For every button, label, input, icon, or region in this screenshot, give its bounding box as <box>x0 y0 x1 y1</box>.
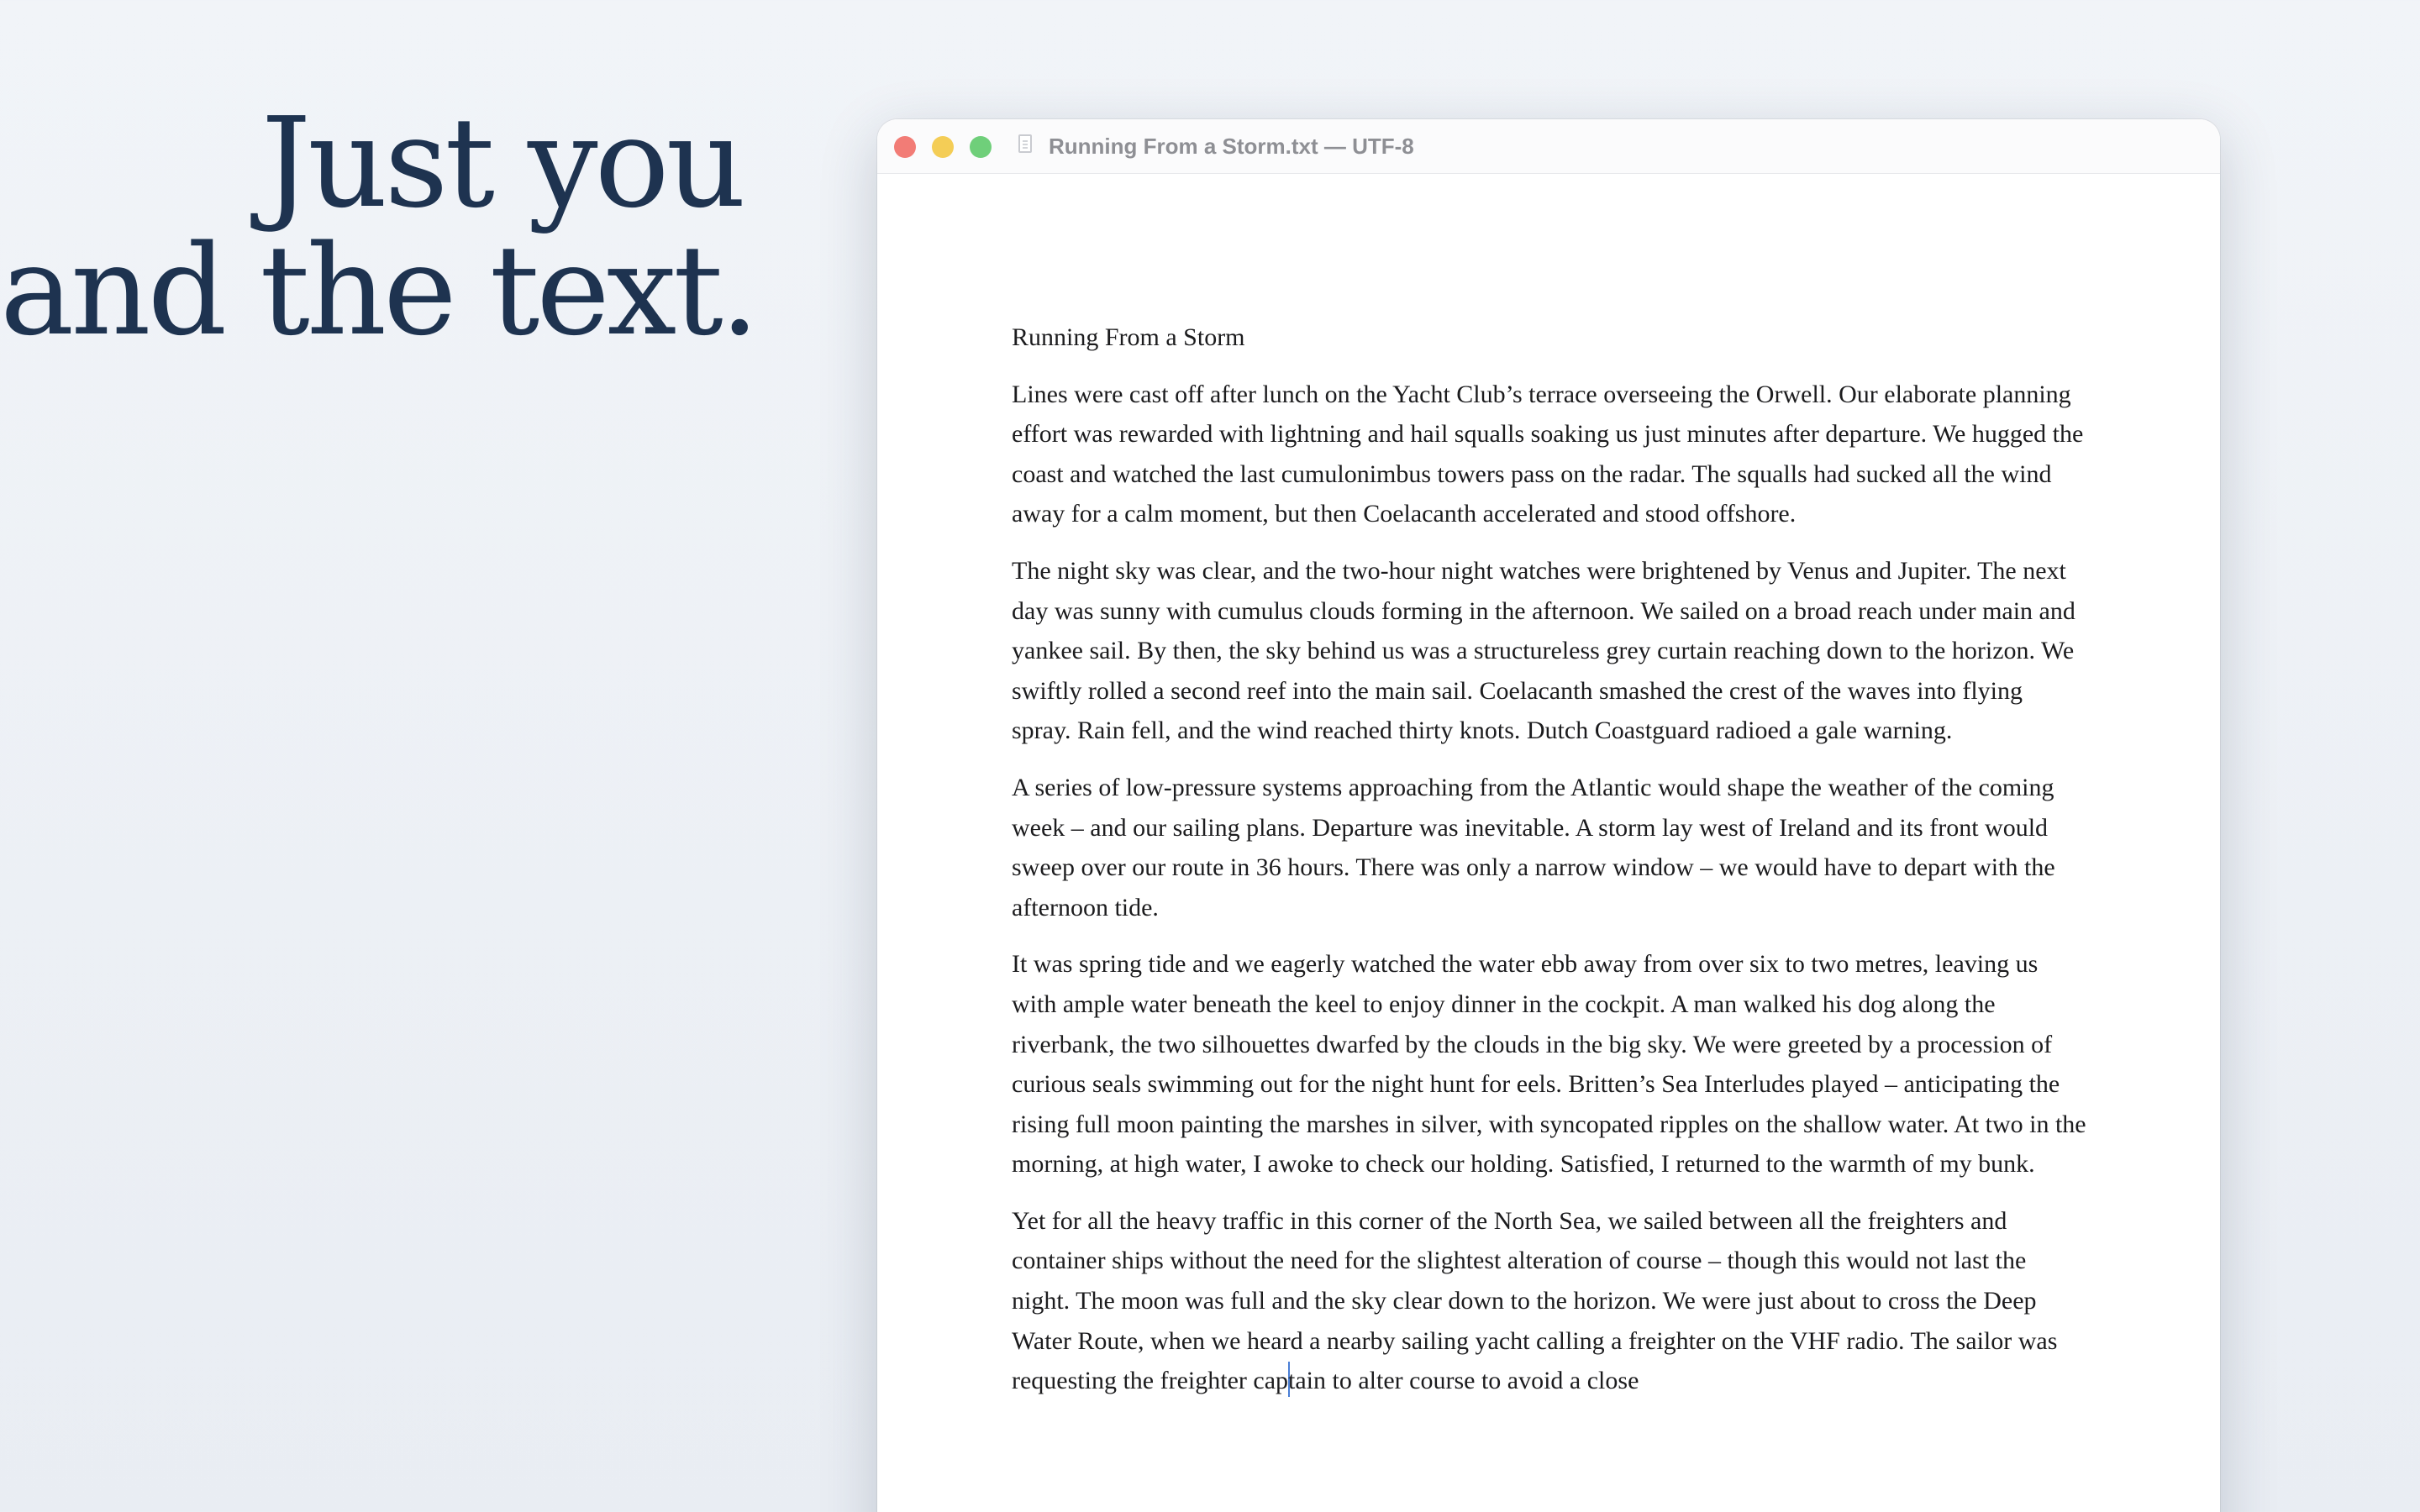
headline-line-1: Just you <box>260 91 743 235</box>
hero-headline <box>0 91 756 363</box>
headline-line-2: and the text. <box>0 218 756 363</box>
document-title: Running From a Storm <box>1012 323 1245 351</box>
text-after-caret: tain to alter course to avoid a close <box>1288 1367 1639 1395</box>
window-titlebar[interactable] <box>877 119 2220 174</box>
window-title: Running From a Storm.txt — UTF-8 <box>1049 134 1414 159</box>
document-paragraph: Lines were cast off after lunch on the Yacht Club’s terrace overseeing the Orwell. Our elaborate planning effort was rewarded with lightning and hail squalls soaking us just minutes after departure. We hugged the coast and watched the last cumulonimbus towers pass on the radar. The squalls had sucked all the wind away for a calm moment, but then Coelacanth accelerated and stood offshore. <box>1012 380 2084 528</box>
document-paragraph: The night sky was clear, and the two-hour night watches were brightened by Venus and Jupiter. The next day was sunny with cumulus clouds forming in the afternoon. We sailed on a broad reach under main and yankee sail. By then, the sky behind us was a structureless grey curtain reaching down to the horizon. We swiftly rolled a second reef into the main sail. Coelacanth smashed the crest of the waves into flying spray. Rain fell, and the wind reached thirty knots. Dutch Coastguard radioed a gale warning. <box>1012 556 2075 745</box>
text-document-icon[interactable] <box>1018 134 1032 153</box>
minimize-window-button[interactable] <box>932 136 954 158</box>
text-before-caret: Yet for all the heavy traffic in this corner of the North Sea, we sailed between all the freighters and container ships without the need for the slightest alteration of course – though this would not last the night. The moon was full and the sky clear down to the horizon. We were just about to cross the Deep Water Route, when we heard a nearby sailing yacht calling a freighter on the VHF radio. The sailor was requesting the freighter cap <box>1012 1206 2058 1395</box>
document-paragraph: It was spring tide and we eagerly watched the water ebb away from over six to two metres, leaving us with ample water beneath the keel to enjoy dinner in the cockpit. A man walked his dog along the riverbank, the two silhouettes dwarfed by the clouds in the big sky. We were greeted by a procession of curious seals swimming out for the night hunt for eels. Britten’s Sea Interludes played – anticipating the rising full moon painting the marshes in silver, with syncopated ripples on the shallow water. At two in the morning, at high water, I awoke to check our holding. Satisfied, I returned to the warmth of my bunk. <box>1012 950 2086 1179</box>
document-text-area[interactable] <box>1012 318 2087 1418</box>
document-paragraph-with-caret <box>1012 1201 2087 1401</box>
close-window-button[interactable] <box>894 136 916 158</box>
zoom-window-button[interactable] <box>970 136 992 158</box>
document-paragraph: A series of low-pressure systems approaching from the Atlantic would shape the weather of the coming week – and our sailing plans. Departure was inevitable. A storm lay west of Ireland and its front would sweep over our route in 36 hours. There was only a narrow window – we would have to depart with the afternoon tide. <box>1012 773 2055 921</box>
editor-window <box>877 119 2220 1512</box>
